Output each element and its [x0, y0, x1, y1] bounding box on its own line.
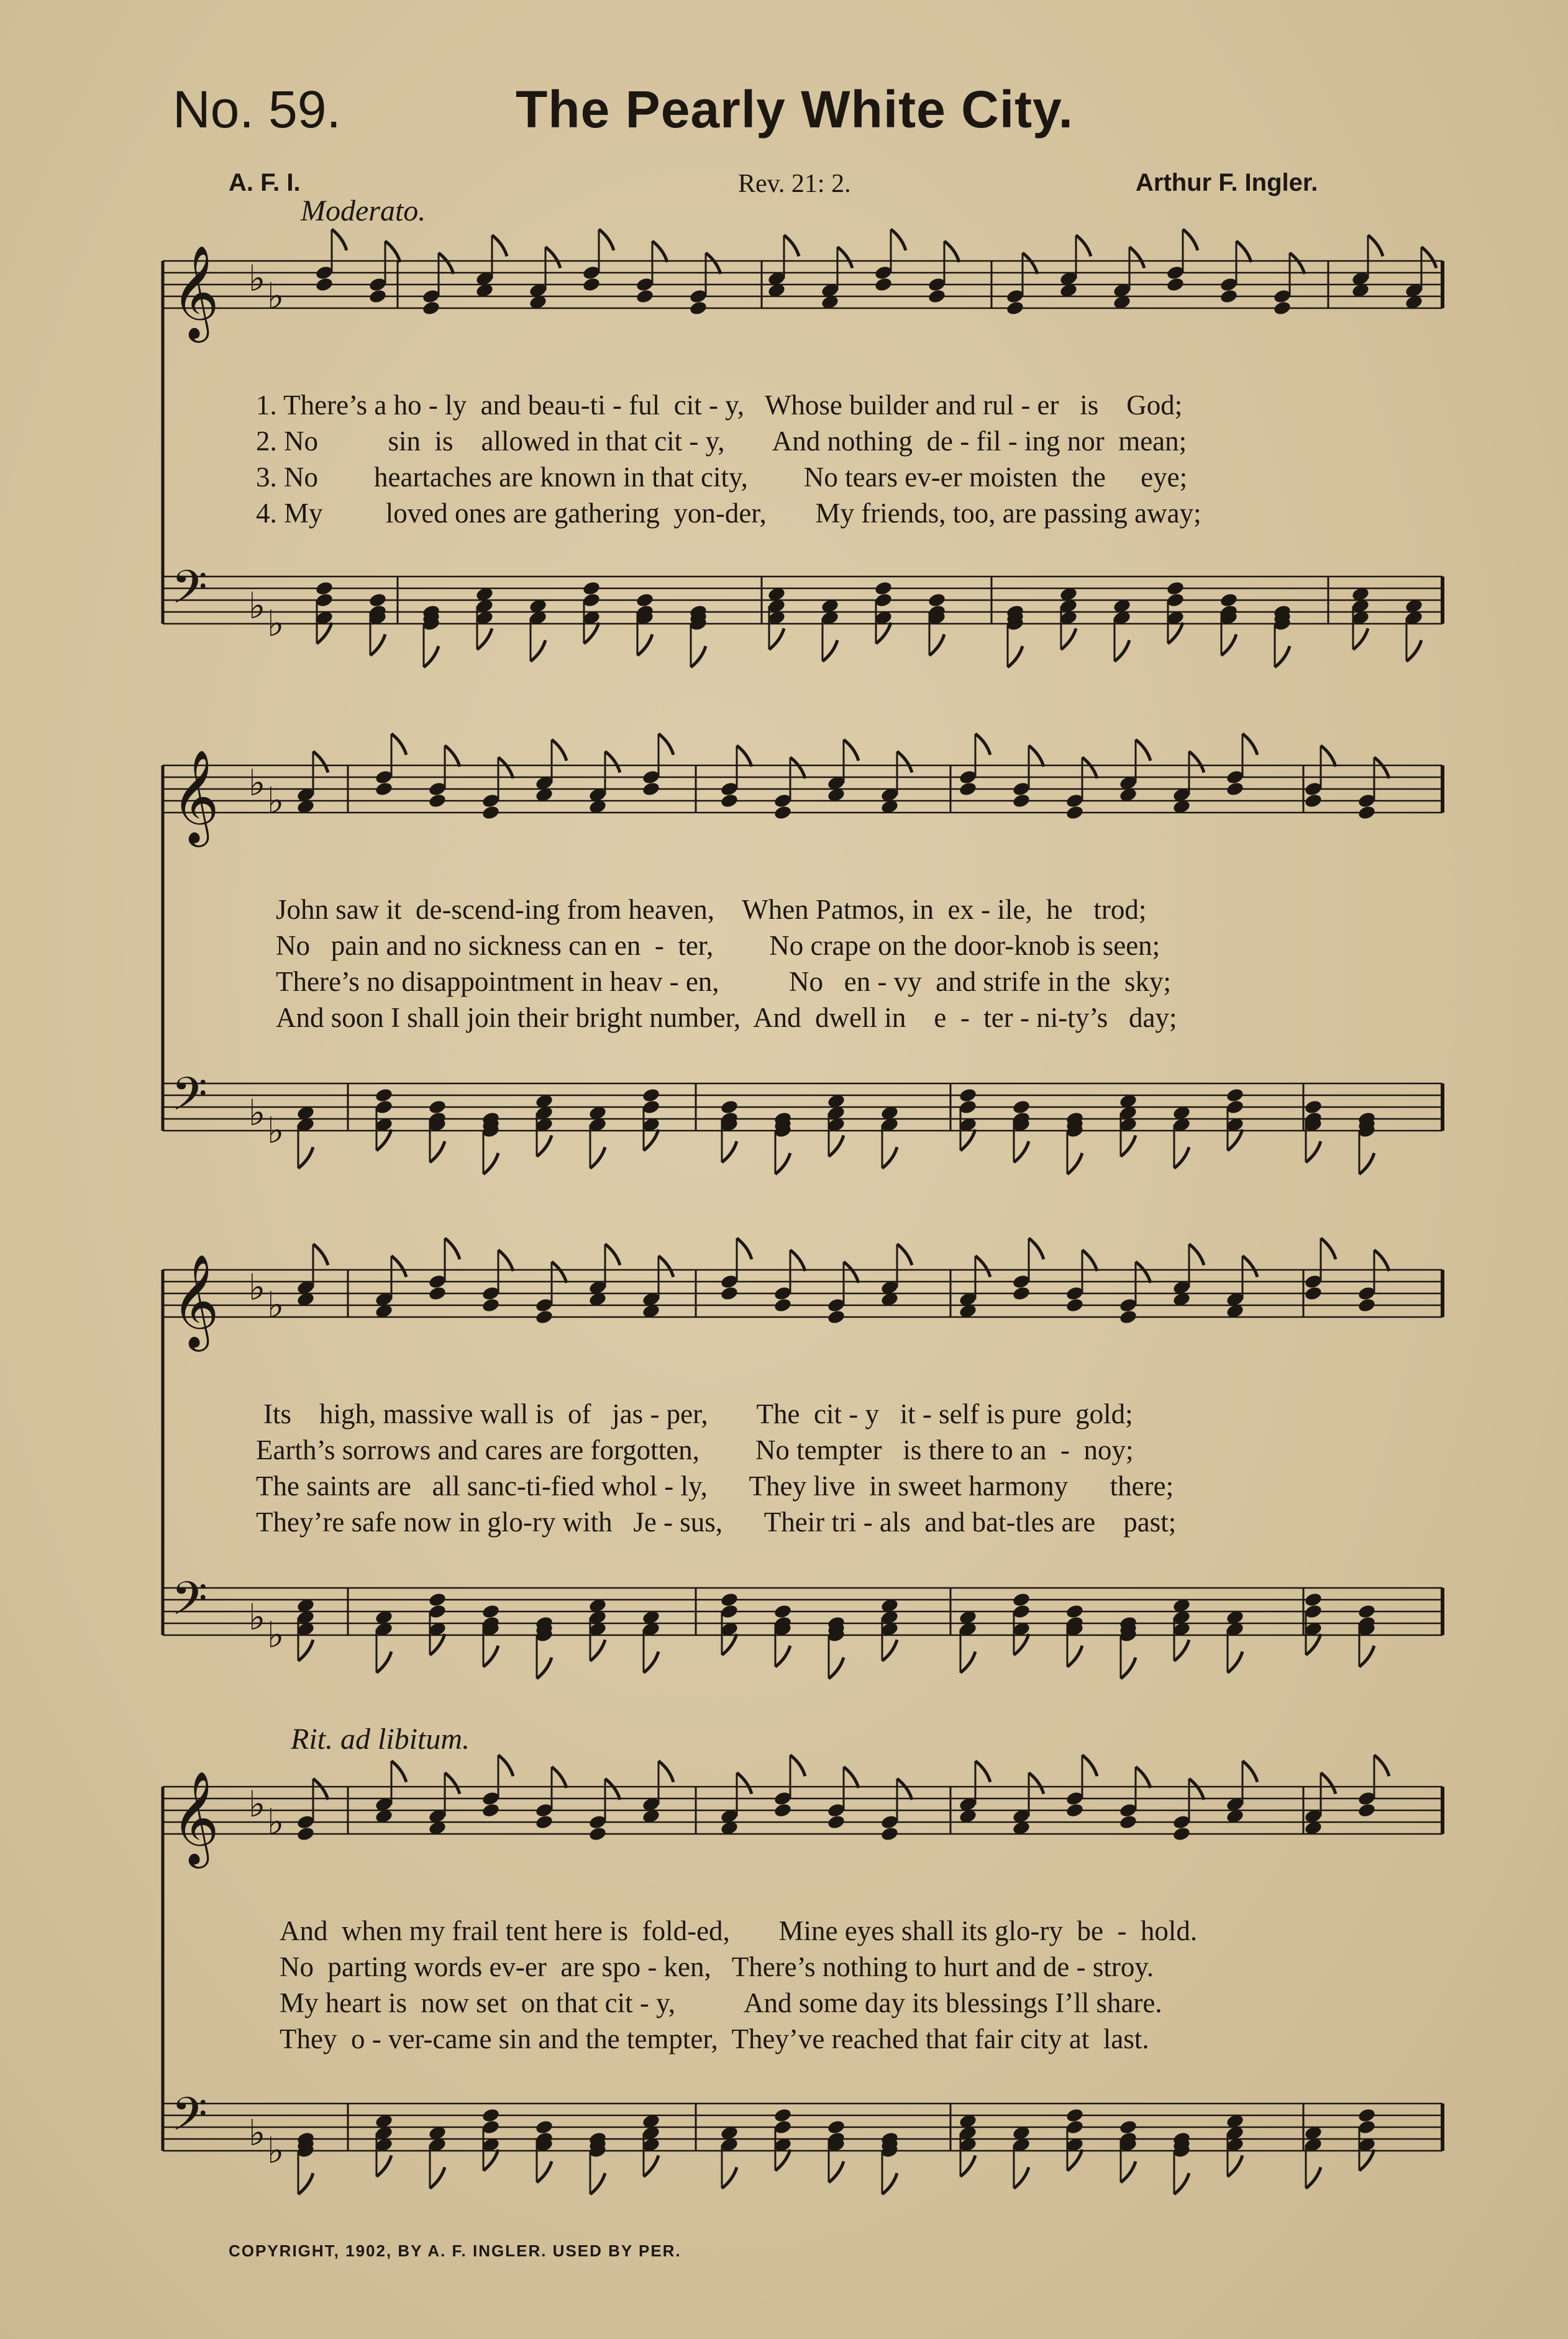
note-flag — [313, 1244, 328, 1265]
note-flag — [975, 1256, 990, 1277]
lyric-line: They’re safe now in glo-ry with Je - sus, Their tri - als and bat-tles are past; — [256, 1507, 1177, 1538]
flat-icon: ♭ — [267, 1800, 285, 1843]
note-flag — [706, 253, 721, 274]
note-head — [1219, 592, 1239, 608]
flat-icon: ♭ — [248, 1783, 266, 1825]
note-flag — [1421, 247, 1436, 268]
note-flag — [430, 1141, 445, 1162]
note-head — [720, 793, 739, 809]
composer-credit: Arthur F. Ingler. — [1136, 169, 1318, 196]
note-head — [689, 300, 708, 316]
note-flag — [483, 1153, 498, 1174]
note-flag — [882, 2173, 897, 2194]
note-head — [422, 300, 441, 316]
note-flag — [317, 622, 332, 644]
note-flag — [1067, 1646, 1082, 1667]
note-head — [1065, 1802, 1085, 1818]
note-head — [535, 2119, 554, 2135]
note-flag — [370, 634, 385, 655]
note-flag — [537, 1136, 552, 1157]
note-head — [368, 592, 388, 608]
note-flag — [1242, 1256, 1257, 1277]
note-head — [1065, 1297, 1085, 1313]
copyright-notice: COPYRIGHT, 1902, BY A. F. INGLER. USED BY PER. — [229, 2241, 681, 2260]
treble-clef-icon: 𝄞 — [171, 1253, 219, 1347]
note-flag — [644, 1129, 659, 1151]
note-flag — [882, 1640, 897, 1661]
note-head — [1304, 1285, 1323, 1302]
note-flag — [545, 247, 560, 268]
note-flag — [605, 1779, 620, 1800]
note-head — [1226, 781, 1245, 797]
note-flag — [313, 752, 328, 773]
note-flag — [605, 1244, 620, 1265]
note-flag — [1228, 1129, 1242, 1151]
note-flag — [722, 1634, 737, 1655]
flat-icon: ♭ — [248, 1092, 266, 1134]
note-head — [368, 288, 388, 304]
note-flag — [1242, 1761, 1257, 1782]
note-flag — [844, 1262, 859, 1283]
note-flag — [659, 1761, 673, 1782]
note-flag — [944, 241, 959, 262]
tempo-ritardando: Rit. ad libitum. — [291, 1723, 470, 1756]
note-head — [1006, 300, 1025, 316]
note-flag — [590, 1147, 605, 1169]
note-flag — [829, 2161, 844, 2182]
note-head — [1219, 288, 1239, 304]
note-head — [1357, 1802, 1377, 1818]
note-flag — [737, 1238, 752, 1259]
note-flag — [376, 1129, 391, 1151]
lyric-line: My heart is now set on that cit - y, And some day its blessings I’ll share. — [280, 1987, 1162, 2018]
note-head — [428, 1592, 447, 1608]
note-flag — [691, 646, 706, 667]
note-head — [773, 805, 793, 821]
note-head — [481, 1297, 501, 1313]
lyricist-credit: A. F. I. — [229, 169, 301, 196]
note-flag — [1136, 740, 1151, 761]
note-head — [773, 1802, 793, 1818]
note-head — [481, 2107, 501, 2123]
note-head — [1273, 300, 1292, 316]
note-flag — [1029, 1773, 1044, 1794]
note-flag — [1076, 235, 1091, 257]
note-flag — [1082, 757, 1097, 778]
note-flag — [599, 229, 614, 250]
note-flag — [332, 229, 347, 250]
note-head — [1304, 1592, 1323, 1608]
note-flag — [1242, 734, 1257, 755]
flat-icon: ♭ — [248, 1266, 266, 1308]
note-flag — [929, 634, 944, 655]
note-flag — [1321, 745, 1336, 767]
note-flag — [1082, 1250, 1097, 1271]
note-flag — [775, 1153, 790, 1174]
note-head — [642, 1087, 661, 1103]
note-flag — [552, 740, 567, 761]
note-flag — [424, 646, 439, 667]
note-flag — [722, 2168, 737, 2189]
note-flag — [960, 2156, 975, 2177]
note-flag — [1236, 241, 1251, 262]
note-head — [1012, 1285, 1031, 1302]
note-flag — [1008, 646, 1023, 667]
note-flag — [584, 622, 599, 644]
note-flag — [445, 745, 460, 767]
note-flag — [430, 1634, 445, 1655]
note-head — [720, 1592, 739, 1608]
note-flag — [1014, 1634, 1029, 1655]
treble-clef-icon: 𝄞 — [171, 244, 219, 339]
scripture-reference: Rev. 21: 2. — [738, 170, 851, 198]
note-flag — [897, 1779, 912, 1800]
note-head — [827, 1309, 846, 1325]
note-head — [874, 276, 893, 293]
note-flag — [1321, 1773, 1336, 1794]
note-flag — [784, 235, 799, 257]
note-flag — [498, 757, 513, 778]
note-flag — [960, 1129, 975, 1151]
note-flag — [1174, 1640, 1189, 1661]
note-flag — [775, 1646, 790, 1667]
hymn-number: No. 59. — [173, 80, 341, 139]
note-head — [428, 1285, 447, 1302]
note-head — [315, 580, 334, 596]
note-head — [636, 592, 655, 608]
note-flag — [644, 1652, 659, 1673]
note-flag — [1023, 253, 1037, 274]
note-flag — [1121, 1657, 1136, 1679]
note-flag — [498, 1250, 513, 1271]
lyric-line: 2. No sin is allowed in that cit - y, And nothing de - fil - ing nor mean; — [256, 426, 1187, 457]
lyric-line: They o - ver-came sin and the tempter, They’ve reached that fair city at last. — [280, 2023, 1149, 2054]
note-head — [428, 1099, 447, 1115]
note-flag — [722, 1141, 737, 1162]
note-flag — [537, 1657, 552, 1679]
note-head — [1357, 1603, 1377, 1620]
note-flag — [1029, 1238, 1044, 1259]
note-flag — [1306, 2168, 1321, 2189]
note-flag — [897, 1244, 912, 1265]
lyric-line: Earth’s sorrows and cares are forgotten, No tempter is there to an - noy; — [256, 1434, 1134, 1466]
note-flag — [492, 235, 507, 257]
note-flag — [1359, 1646, 1374, 1667]
note-head — [582, 580, 601, 596]
note-flag — [1067, 2150, 1082, 2171]
flat-icon: ♭ — [248, 585, 266, 627]
note-flag — [1353, 629, 1368, 650]
note-flag — [637, 634, 652, 655]
note-flag — [313, 1779, 328, 1800]
hymn-title: The Pearly White City. — [516, 80, 1073, 139]
note-flag — [1290, 253, 1305, 274]
flat-icon: ♭ — [267, 602, 285, 645]
note-flag — [1136, 1262, 1151, 1283]
bass-clef-icon: 𝄢 — [171, 1067, 207, 1133]
note-flag — [1136, 1767, 1151, 1788]
note-flag — [385, 241, 400, 262]
note-head — [1012, 793, 1031, 809]
note-flag — [498, 1755, 513, 1776]
note-flag — [391, 1256, 406, 1277]
note-flag — [1174, 1147, 1189, 1169]
note-head — [582, 276, 601, 293]
note-head — [1357, 2107, 1377, 2123]
lyric-line: There’s no disappointment in heav - en, No en - vy and strife in the sky; — [276, 966, 1171, 997]
note-flag — [790, 1755, 805, 1776]
note-flag — [445, 1773, 460, 1794]
note-head — [1119, 1814, 1138, 1830]
note-head — [535, 1309, 554, 1325]
note-flag — [775, 2150, 790, 2171]
note-head — [315, 276, 334, 293]
note-flag — [1014, 2168, 1029, 2189]
note-head — [1304, 793, 1323, 809]
note-head — [588, 1826, 608, 1842]
lyric-line: 3. No heartaches are known in that city, No tears ev-er moisten the eye; — [256, 462, 1188, 493]
note-head — [296, 1826, 316, 1842]
note-flag — [590, 1640, 605, 1661]
flat-icon: ♭ — [267, 1109, 285, 1152]
note-flag — [531, 641, 545, 662]
lyric-line: The saints are all sanc-ti-fied whol - ly, They live in sweet harmony there; — [256, 1470, 1174, 1502]
flat-icon: ♭ — [267, 1283, 285, 1326]
note-flag — [1121, 1136, 1136, 1157]
note-head — [1166, 276, 1185, 293]
note-flag — [391, 734, 406, 755]
note-flag — [829, 1136, 844, 1157]
note-flag — [1359, 1153, 1374, 1174]
lyric-line: No pain and no sickness can en - ter, No crape on the door-knob is seen; — [276, 930, 1160, 961]
bass-clef-icon: 𝄢 — [171, 560, 207, 626]
flat-icon: ♭ — [248, 2112, 266, 2154]
note-flag — [769, 629, 784, 650]
note-flag — [659, 734, 673, 755]
note-flag — [876, 622, 891, 644]
note-flag — [1374, 1250, 1389, 1271]
note-flag — [1321, 1238, 1336, 1259]
treble-clef-icon: 𝄞 — [171, 1770, 219, 1864]
note-flag — [1114, 641, 1129, 662]
note-head — [1065, 805, 1085, 821]
lyric-line: And when my frail tent here is fold-ed, Mine eyes shall its glo-ry be - hold. — [280, 1915, 1198, 1946]
note-flag — [891, 229, 906, 250]
note-flag — [1306, 1141, 1321, 1162]
note-head — [642, 781, 661, 797]
note-head — [720, 1099, 739, 1115]
note-flag — [897, 752, 912, 773]
note-head — [773, 2107, 793, 2123]
flat-icon: ♭ — [267, 2129, 285, 2172]
note-flag — [960, 1652, 975, 1673]
note-flag — [552, 1767, 567, 1788]
note-head — [375, 1087, 394, 1103]
note-head — [928, 592, 947, 608]
note-flag — [376, 2156, 391, 2177]
note-head — [874, 580, 893, 596]
flat-icon: ♭ — [267, 779, 285, 822]
note-flag — [1275, 646, 1290, 667]
note-head — [535, 1814, 554, 1830]
note-head — [827, 1814, 846, 1830]
note-flag — [298, 2173, 313, 2194]
note-flag — [439, 253, 454, 274]
lyric-line: 4. My loved ones are gathering yon-der, My friends, too, are passing away; — [256, 498, 1201, 529]
note-flag — [652, 241, 667, 262]
note-head — [959, 1087, 978, 1103]
treble-clef-icon: 𝄞 — [171, 749, 219, 843]
note-flag — [1014, 1141, 1029, 1162]
lyric-line: 1. There’s a ho - ly and beau-ti - ful cit - y, Whose builder and rul - er is God; — [256, 390, 1183, 421]
note-head — [375, 781, 394, 797]
note-flag — [1228, 1652, 1242, 1673]
note-flag — [829, 1657, 844, 1679]
note-flag — [483, 2150, 498, 2171]
note-flag — [1082, 1755, 1097, 1776]
note-flag — [537, 2161, 552, 2182]
note-head — [1304, 1099, 1323, 1115]
flat-icon: ♭ — [267, 1613, 285, 1656]
note-flag — [882, 1147, 897, 1169]
note-flag — [644, 2156, 659, 2177]
bass-clef-icon: 𝄢 — [171, 1572, 207, 1637]
note-flag — [391, 1761, 406, 1782]
note-head — [1012, 1592, 1031, 1608]
note-flag — [477, 629, 492, 650]
note-flag — [844, 740, 859, 761]
note-flag — [737, 1773, 752, 1794]
note-flag — [1368, 235, 1383, 257]
note-flag — [1221, 634, 1236, 655]
flat-icon: ♭ — [248, 257, 266, 299]
note-flag — [790, 1250, 805, 1271]
note-head — [928, 288, 947, 304]
note-flag — [1189, 1779, 1204, 1800]
note-head — [1065, 2107, 1085, 2123]
lyric-line: And soon I shall join their bright number, And dwell in e - ter - ni-ty’s day; — [276, 1002, 1177, 1033]
flat-icon: ♭ — [248, 1596, 266, 1638]
lyric-line: John saw it de-scend-ing from heaven, When Patmos, in ex - ile, he trod; — [276, 894, 1147, 925]
note-flag — [1374, 1755, 1389, 1776]
note-flag — [1029, 745, 1044, 767]
note-head — [773, 1603, 793, 1620]
note-head — [1172, 1826, 1192, 1842]
note-head — [636, 288, 655, 304]
bass-clef-icon: 𝄢 — [171, 2087, 207, 2153]
note-flag — [790, 757, 805, 778]
note-flag — [1189, 752, 1204, 773]
note-flag — [1168, 622, 1183, 644]
note-head — [880, 1826, 900, 1842]
lyric-line: Its high, massive wall is of jas - per, The cit - y it - self is pure gold; — [263, 1398, 1133, 1429]
note-flag — [1174, 2173, 1189, 2194]
lyric-line: No parting words ev-er are spo - ken, There’s nothing to hurt and de - stroy. — [280, 1951, 1154, 1982]
note-flag — [1129, 247, 1144, 268]
note-flag — [1406, 641, 1421, 662]
note-head — [1166, 580, 1185, 596]
note-flag — [605, 752, 620, 773]
note-flag — [483, 1646, 498, 1667]
note-head — [481, 1802, 501, 1818]
note-head — [1119, 2119, 1138, 2135]
note-flag — [298, 1147, 313, 1169]
note-flag — [1228, 2156, 1242, 2177]
note-flag — [1359, 2150, 1374, 2171]
note-flag — [823, 641, 837, 662]
note-flag — [1067, 1153, 1082, 1174]
note-flag — [737, 745, 752, 767]
note-head — [1357, 805, 1377, 821]
note-head — [773, 1297, 793, 1313]
note-flag — [975, 734, 990, 755]
note-flag — [1061, 629, 1076, 650]
note-flag — [376, 1652, 391, 1673]
note-flag — [1374, 757, 1389, 778]
tempo-moderato: Moderato. — [301, 194, 426, 227]
note-head — [1065, 1603, 1085, 1620]
note-head — [481, 1603, 501, 1620]
note-head — [1119, 1309, 1138, 1325]
note-flag — [1306, 1634, 1321, 1655]
note-flag — [975, 1761, 990, 1782]
note-flag — [1121, 2161, 1136, 2182]
note-head — [720, 1285, 739, 1302]
note-head — [1357, 1297, 1377, 1313]
note-head — [428, 793, 447, 809]
flat-icon: ♭ — [248, 762, 266, 804]
note-flag — [445, 1238, 460, 1259]
flat-icon: ♭ — [267, 275, 285, 317]
note-flag — [298, 1640, 313, 1661]
note-head — [1226, 1087, 1245, 1103]
note-head — [481, 805, 501, 821]
note-flag — [1183, 229, 1198, 250]
note-flag — [430, 2168, 445, 2189]
note-flag — [844, 1767, 859, 1788]
note-head — [1012, 1099, 1031, 1115]
note-flag — [837, 247, 852, 268]
note-flag — [590, 2173, 605, 2194]
note-flag — [1189, 1244, 1204, 1265]
note-flag — [659, 1256, 673, 1277]
note-head — [959, 781, 978, 797]
note-flag — [552, 1262, 567, 1283]
note-head — [827, 2119, 846, 2135]
